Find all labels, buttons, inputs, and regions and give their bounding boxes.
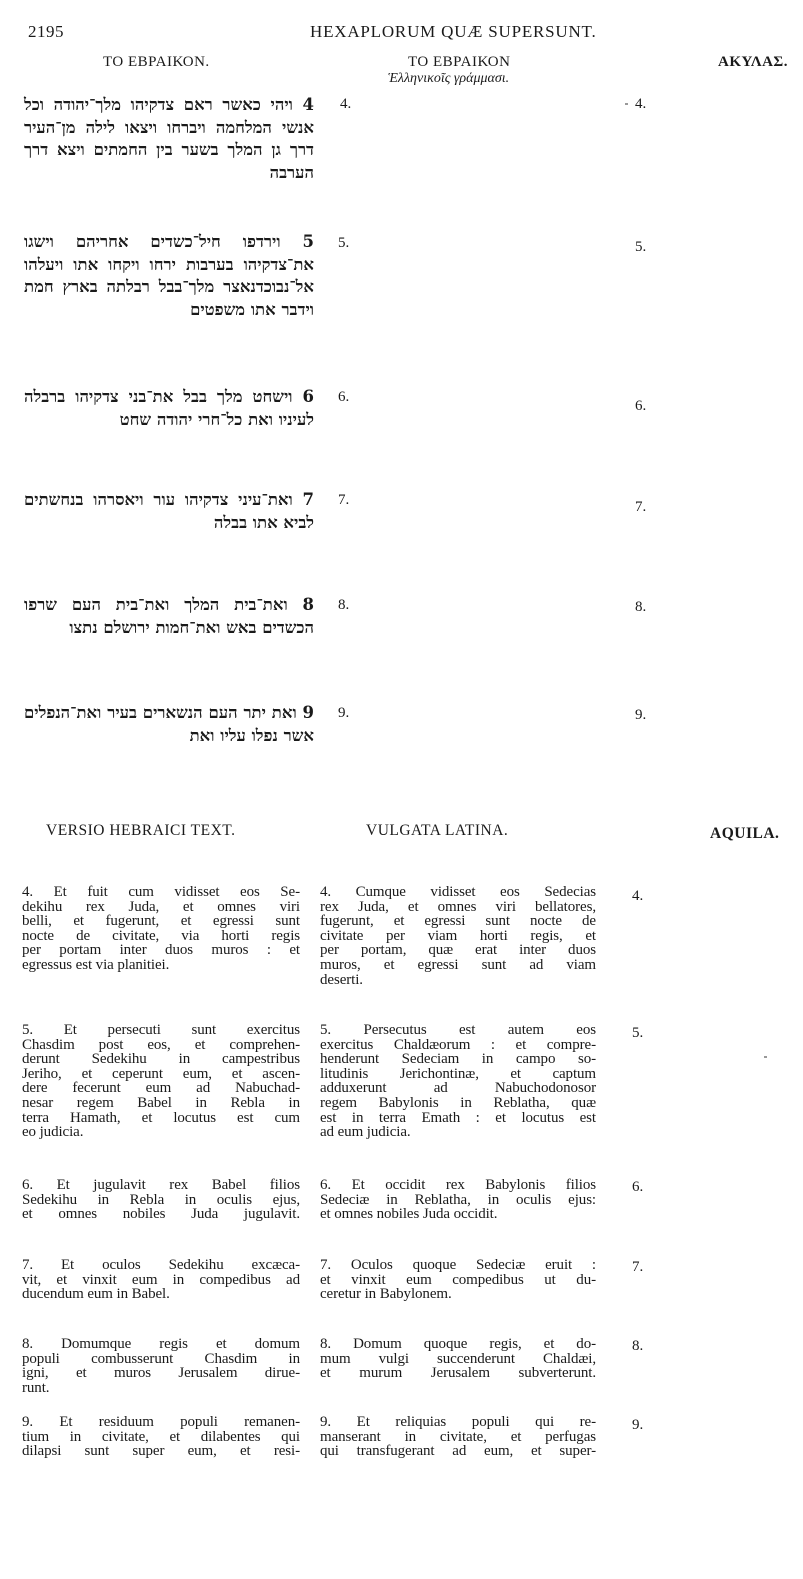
verse-number: 7. [635, 499, 647, 515]
text-line: ducendum eum in Babel. [22, 1286, 170, 1303]
page-number: 2195 [28, 22, 64, 41]
section-header-aquila: AQUILA. [710, 825, 780, 842]
text-line: belli, et fugerunt, et egressi sunt [22, 913, 300, 930]
text-line: vit, et vinxit eum in compedibus ad [22, 1271, 300, 1288]
text-line: Jeriho, et ceperunt eum, et ascen- [22, 1065, 300, 1082]
text-line: et omnes nobiles Juda occidit. [320, 1206, 498, 1223]
text-line: per portam, quæ erat inter duos [320, 942, 596, 959]
text-line: est in terra Emath : et locutus est [320, 1109, 596, 1126]
aquila-verse-number: 9. [632, 1417, 644, 1433]
text-line: 7. Et oculos Sedekihu excæca- [22, 1257, 300, 1273]
text-line: egressus est via planitiei. [22, 956, 170, 973]
text-line: qui transfugerant ad eum, et super- [320, 1443, 596, 1460]
verse-number: 9. [635, 707, 647, 723]
running-title: HEXAPLORUM QUÆ SUPERSUNT. [310, 22, 597, 41]
column-subheader-greek-letters: Ἑλληνικοῖς γράμμασι. [388, 71, 510, 86]
vulgata-verse-7 [320, 1258, 596, 1302]
text-line: 4. Et fuit cum vidisset eos Se- [22, 884, 300, 900]
text-line: et murum Jerusalem subverterunt. [320, 1365, 596, 1382]
text-line: Sedekihu in Rebla in oculis ejus, [22, 1191, 300, 1208]
text-line: deserti. [320, 971, 363, 988]
versio-verse-7 [22, 1258, 300, 1302]
verse-number: 6. [635, 398, 647, 414]
versio-verse-9 [22, 1415, 300, 1459]
text-line: henderunt Sedeciam in campo so- [320, 1051, 596, 1068]
vulgata-verse-8 [320, 1337, 596, 1381]
vulgata-verse-6 [320, 1178, 596, 1222]
text-line: regem Babylonis in Reblatha, quæ [320, 1094, 596, 1111]
verse-number: 4. [635, 96, 647, 112]
text-line: ceretur in Babylonem. [320, 1286, 452, 1303]
text-line: igni, et muros Jerusalem dirue- [22, 1365, 300, 1382]
verse-number: 8. [338, 597, 350, 613]
versio-verse-8 [22, 1337, 300, 1395]
vulgata-verse-5 [320, 1023, 596, 1140]
text-line: eo judicia. [22, 1124, 84, 1141]
verse-number: 8. [635, 599, 647, 615]
text-line: 9. Et residuum populi remanen- [22, 1414, 300, 1430]
verse-number: 5. [338, 235, 350, 251]
text-line: 8. Domum quoque regis, et do- [320, 1336, 596, 1352]
text-line: nocte de civitate, via horti regis [22, 927, 300, 944]
text-line: 9. Et reliquias populi qui re- [320, 1414, 596, 1430]
text-line: rex Juda, et omnes viri bellatores, [320, 898, 596, 915]
section-header-vulgata: VULGATA LATINA. [366, 822, 509, 839]
text-line: dilapsi sunt super eum, et resi- [22, 1443, 300, 1460]
versio-verse-6 [22, 1178, 300, 1222]
verse-number: 6. [338, 389, 350, 405]
ink-speck [625, 103, 628, 105]
text-line: civitate per viam horti regis, et [320, 927, 596, 944]
text-line: et omnes nobiles Juda jugulavit. [22, 1206, 300, 1223]
text-line: dere fecerunt eum ad Nabuchad- [22, 1080, 300, 1097]
text-line: 8. Domumque regis et domum [22, 1336, 300, 1352]
column-header-hebrew-greek-letters: ΤΟ ΕΒΡΑΙΚΟΝ [408, 54, 511, 70]
versio-verse-4 [22, 885, 300, 973]
verse-number: 9. [338, 705, 350, 721]
verse-number: 5. [635, 239, 647, 255]
aquila-verse-number: 5. [632, 1025, 644, 1041]
text-line: et vinxit eum compedibus ut du- [320, 1271, 596, 1288]
vulgata-verse-4 [320, 885, 596, 987]
text-line: terra Hamath, et locutus est cum [22, 1109, 300, 1126]
hebrew-verse-8: 8 ואת־בית המלך ואת־בית העם שרפו הכשדים באש ואת־חמות ירושלם נתצו [24, 595, 314, 637]
verse-number: 4. [340, 96, 352, 112]
text-line: mum vulgi succenderunt Chaldæi, [320, 1350, 596, 1367]
text-line: ad eum judicia. [320, 1124, 411, 1141]
text-line: runt. [22, 1379, 50, 1396]
text-line: manserant in civitate, et perfugas [320, 1428, 596, 1445]
text-line: 5. Et persecuti sunt exercitus [22, 1022, 300, 1038]
text-line: litudinis Jerichontinæ, et captum [320, 1065, 596, 1082]
text-line: fugerunt, et egressi sunt nocte de [320, 913, 596, 930]
text-line: 7. Oculos quoque Sedeciæ eruit : [320, 1257, 596, 1273]
section-header-versio: VERSIO HEBRAICI TEXT. [46, 822, 236, 839]
aquila-verse-number: 4. [632, 888, 644, 904]
ink-speck [764, 1056, 767, 1058]
hebrew-verse-5: 5 וירדפו חיל־כשדים אחריהם וישגו את־צדקיהו בערבות ירחו ויקחו אתו ויעלהו אל־נבוכדנאצר מלך־בבל רבלתה בארץ חמת וידבר אתו משפטים [24, 232, 314, 319]
text-line: Sedeciæ in Reblatha, in oculis ejus: [320, 1191, 596, 1208]
text-line: adduxerunt ad Nabuchodonosor [320, 1080, 596, 1097]
text-line: per portam inter duos muros : et [22, 942, 300, 959]
aquila-verse-number: 7. [632, 1259, 644, 1275]
text-line: exercitus Chaldæorum : et compre- [320, 1036, 596, 1053]
text-line: Chasdim post eos, et comprehen- [22, 1036, 300, 1053]
text-line: muros, et egressi sunt ad viam [320, 956, 596, 973]
text-line: 5. Persecutus est autem eos [320, 1022, 596, 1038]
text-line: nesar regem Babel in Rebla in [22, 1094, 300, 1111]
text-line: dekihu rex Juda, et omnes viri [22, 898, 300, 915]
text-line: tium in civitate, et dilabentes qui [22, 1428, 300, 1445]
text-line: populi combusserunt Chasdim in [22, 1350, 300, 1367]
text-line: 6. Et jugulavit rex Babel filios [22, 1177, 300, 1193]
hebrew-verse-9: 9 ואת יתר העם הנשארים בעיר ואת־הנפלים אשר נפלו עליו ואת [24, 703, 314, 745]
text-line: derunt Sedekihu in campestribus [22, 1051, 300, 1068]
hebrew-verse-4: 4 ויהי כאשר ראם צדקיהו מלך־יהודה וכל אנשי המלחמה ויברחו ויצאו לילה מן־העיר דרך גן המלך בשער בין החמתים ויצא דרך הערבה [24, 95, 314, 182]
column-header-aquila-greek: ΑΚΥΛΑΣ. [718, 54, 788, 70]
hebrew-verse-6: 6 וישחט מלך בבל את־בני צדקיהו ברבלה לעיניו ואת כל־חרי יהודה שחט [24, 387, 314, 429]
aquila-verse-number: 8. [632, 1338, 644, 1354]
text-line: 6. Et occidit rex Babylonis filios [320, 1177, 596, 1193]
verse-number: 7. [338, 492, 350, 508]
versio-verse-5 [22, 1023, 300, 1140]
vulgata-verse-9 [320, 1415, 596, 1459]
column-header-hebrew: ΤΟ ΕΒΡΑΙΚΟΝ. [103, 54, 210, 70]
hebrew-verse-7: 7 ואת־עיני צדקיהו עור ויאסרהו בנחשתים לביא אתו בבלה [24, 490, 314, 532]
text-line: 4. Cumque vidisset eos Sedecias [320, 884, 596, 900]
aquila-verse-number: 6. [632, 1179, 644, 1195]
